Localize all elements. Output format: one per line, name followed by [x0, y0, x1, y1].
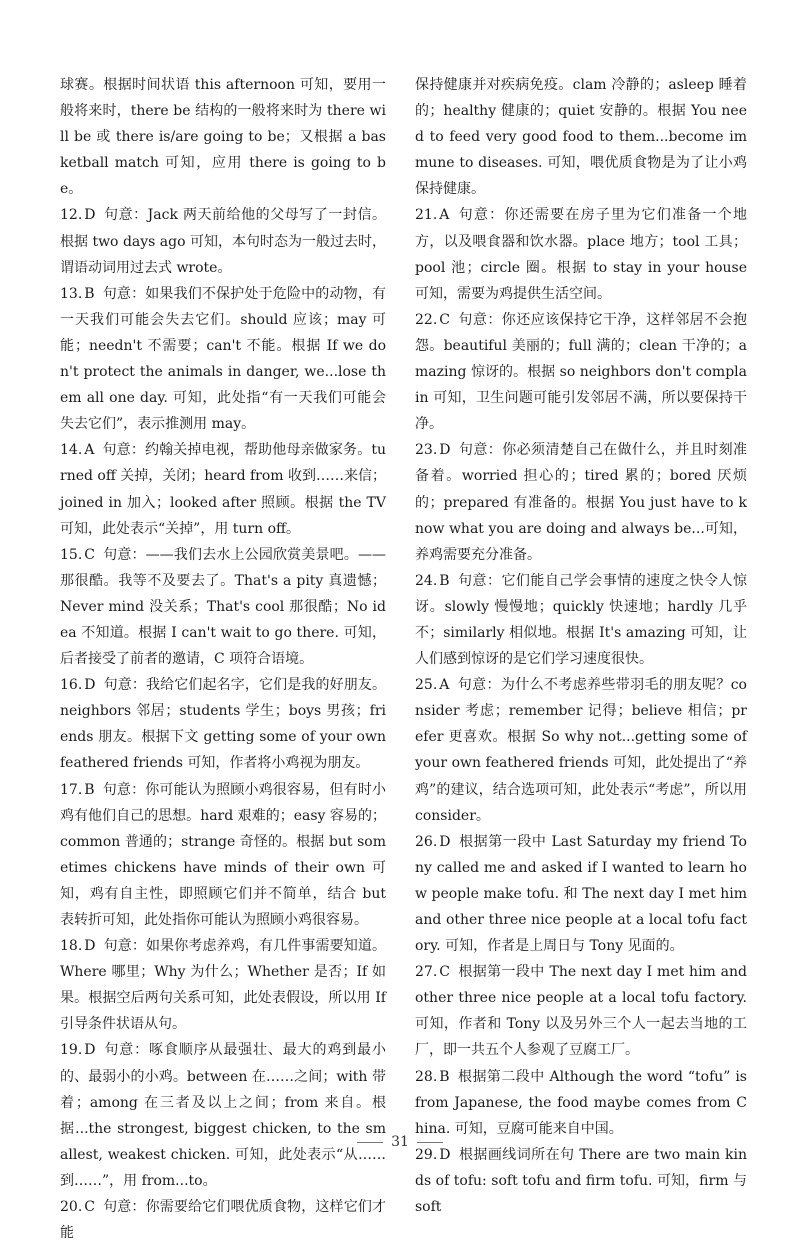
explanation-text: 句意：你必须清楚自己在做什么，并且时刻准备着。worried 担心的；tired 累的；bored 厌烦的；prepared 有准备的。根据 You just have to know what you are doing and always be...可知，养鸡需要充分准备。 — [415, 442, 747, 563]
answer-entry-19 — [60, 1037, 386, 1194]
question-number: 17. — [60, 781, 83, 798]
explanation-text: 句意：如果你考虑养鸡，有几件事需要知道。Where 哪里；Why 为什么；Whether 是否；If 如果。根据空后两句关系可知，此处表假设，所以用 If 引导条件状语从句。 — [60, 938, 386, 1033]
question-number: 26. — [415, 833, 438, 850]
answer-entry-22 — [415, 307, 747, 437]
answer-entry-25 — [415, 672, 747, 829]
answer-letter: D — [439, 442, 451, 459]
answer-entry-20 — [60, 1194, 386, 1246]
answer-letter: B — [84, 285, 95, 302]
question-number: 25. — [415, 677, 438, 694]
answer-entry-continued: 球赛。根据时间状语 this afternoon 可知，要用一般将来时，there be 结构的一般将来时为 there will be 或 there is/are going to be；又根据 a basketball match 可知，应用 there is going to be。 — [60, 77, 386, 198]
answer-entry-23 — [415, 437, 747, 567]
right-column — [415, 72, 747, 1220]
question-number: 22. — [415, 311, 438, 328]
answer-entry-21 — [415, 202, 747, 306]
explanation-text: 句意：Jack 两天前给他的父母写了一封信。根据 two days ago 可知，本句时态为一般过去时，谓语动词用过去式 wrote。 — [60, 207, 386, 276]
answer-letter: B — [439, 572, 450, 589]
answer-letter: D — [84, 207, 96, 224]
explanation-text: 句意：——我们去水上公园欣赏美景吧。——那很酷。我等不及要去了。That's a pity 真遗憾；Never mind 没关系；That's cool 那很酷；No idea 不知道。根据 I can't wait to go there. 可知，后者接受了前者的邀请，C 项符合语境。 — [60, 546, 386, 668]
question-number: 24. — [415, 572, 438, 589]
answer-entry-13 — [60, 281, 386, 438]
explanation-text: 句意：你还需要在房子里为它们准备一个地方，以及喂食器和饮水器。place 地方；tool 工具；pool 池；circle 圈。根据 to stay in your house 可知，需要为鸡提供生活空间。 — [415, 207, 747, 302]
explanation-text: 句意：我给它们起名字，它们是我的好朋友。neighbors 邻居；students 学生；boys 男孩；friends 朋友。根据下文 getting some of your own feathered friends 可知，作者将小鸡视为朋友。 — [60, 677, 386, 772]
answer-letter: A — [439, 207, 450, 224]
question-number: 19. — [60, 1042, 83, 1059]
explanation-text: 句意：如果我们不保护处于危险中的动物，有一天我们可能会失去它们。should 应该；may 可能；needn't 不需要；can't 不能。根据 If we don't protect the animals in danger, we...lose them all one day. 可知，此处指“有一天我们可能会失去它们”，表示推测用 may。 — [60, 285, 386, 433]
footer-rule-left — [357, 1142, 383, 1143]
answer-entry-28 — [415, 1064, 747, 1142]
answer-letter: D — [84, 1042, 96, 1059]
answer-letter: B — [84, 781, 95, 798]
question-number: 15. — [60, 546, 83, 563]
footer-rule-right — [417, 1142, 443, 1143]
question-number: 14. — [60, 442, 83, 459]
answer-entry-18 — [60, 933, 386, 1037]
page-footer — [0, 1134, 800, 1150]
explanation-text: 句意：为什么不考虑养些带羽毛的朋友呢？consider 考虑；remember 记得；believe 相信；prefer 更喜欢。根据 So why not...getting some of your own feathered friends 可知，此处提出了“养鸡”的建议，结合选项可知，此处表示“考虑”，所以用 consider。 — [415, 677, 747, 824]
explanation-text: 根据第一段中 Last Saturday my friend Tony called me and asked if I wanted to learn how people make tofu. 和 The next day I met him and other three nice people at a local tofu factory. 可知，作者是上周日与 Tony 见面的。 — [415, 833, 747, 955]
question-number: 20. — [60, 1199, 83, 1216]
explanation-text: 根据第一段中 The next day I met him and other three nice people at a local tofu factory. 可知，作者和 Tony 以及另外三个人一起去当地的工厂，即一共五个人参观了豆腐工厂。 — [415, 964, 747, 1059]
answer-entry-17 — [60, 777, 386, 934]
question-number: 27. — [415, 964, 438, 981]
answer-letter: D — [84, 677, 96, 694]
answer-entry-12 — [60, 202, 386, 280]
answer-entry-16 — [60, 672, 386, 776]
answer-letter: D — [84, 938, 96, 955]
answer-letter: D — [439, 833, 451, 850]
answer-letter: C — [439, 311, 450, 328]
answer-entry-26 — [415, 829, 747, 959]
question-number: 23. — [415, 442, 438, 459]
question-number: 21. — [415, 207, 438, 224]
answer-entry-27 — [415, 959, 747, 1063]
answer-entry-24 — [415, 568, 747, 672]
explanation-text: 句意：约翰关掉电视，帮助他母亲做家务。turned off 关掉，关闭；heard from 收到……来信；joined in 加入；looked after 照顾。根据 the TV 可知，此处表示“关掉”，用 turn off。 — [60, 442, 387, 537]
answer-letter: A — [84, 442, 95, 459]
page-number: 31 — [391, 1134, 409, 1150]
explanation-text: 句意：它们能自己学会事情的速度之快令人惊讶。slowly 慢慢地；quickly 快速地；hardly 几乎不；similarly 相似地。根据 It's amazing 可知，让人们感到惊讶的是它们学习速度很快。 — [415, 572, 747, 668]
answer-letter: D — [439, 1146, 451, 1163]
question-number: 29. — [415, 1146, 438, 1163]
answer-entry-29 — [415, 1142, 747, 1220]
explanation-text: 根据第二段中 Although the word “tofu” is from Japanese, the food maybe comes from China. 可知，豆腐可能来自中国。 — [415, 1068, 747, 1137]
question-number: 12. — [60, 207, 83, 224]
answer-letter: C — [439, 964, 450, 981]
question-number: 16. — [60, 677, 83, 694]
question-number: 13. — [60, 285, 83, 302]
answer-letter: A — [439, 677, 450, 694]
explanation-text: 句意：啄食顺序从最强壮、最大的鸡到最小的、最弱小的小鸡。between 在……之间；with 带着；among 在三者及以上之间；from 来自。根据...the strongest, biggest chicken, to the smallest, weakest chicken. 可知，此处表示“从……到……”，用 from...to。 — [60, 1042, 386, 1189]
answer-entry-continued: 保持健康并对疾病免疫。clam 冷静的；asleep 睡着的；healthy 健康的；quiet 安静的。根据 You need to feed very good food to them...become immune to diseases. 可知，喂优质食物是为了让小鸡保持健康。 — [415, 77, 747, 198]
answer-entry-14 — [60, 437, 386, 541]
answer-letter: B — [439, 1068, 450, 1085]
left-column — [60, 72, 386, 1246]
question-number: 28. — [415, 1068, 438, 1085]
answer-letter: C — [84, 546, 95, 563]
answer-letter: C — [84, 1199, 95, 1216]
explanation-text: 句意：你可能认为照顾小鸡很容易，但有时小鸡有他们自己的思想。hard 艰难的；easy 容易的；common 普通的；strange 奇怪的。根据 but sometimes chickens have minds of their own 可知，鸡有自主性，即照顾它们并不简单，结合 but 表转折可知，此处指你可能认为照顾小鸡很容易。 — [60, 781, 386, 928]
question-number: 18. — [60, 938, 83, 955]
answer-entry-15 — [60, 542, 386, 672]
explanation-text: 句意：你需要给它们喂优质食物，这样它们才能 — [60, 1199, 386, 1242]
explanation-text: 句意：你还应该保持它干净，这样邻居不会抱怨。beautiful 美丽的；full 满的；clean 干净的；amazing 惊讶的。根据 so neighbors don't complain 可知，卫生问题可能引发邻居不满，所以要保持干净。 — [415, 311, 747, 433]
explanation-text: 根据画线词所在句 There are two main kinds of tofu: soft tofu and firm tofu. 可知，firm 与 soft — [415, 1146, 747, 1216]
